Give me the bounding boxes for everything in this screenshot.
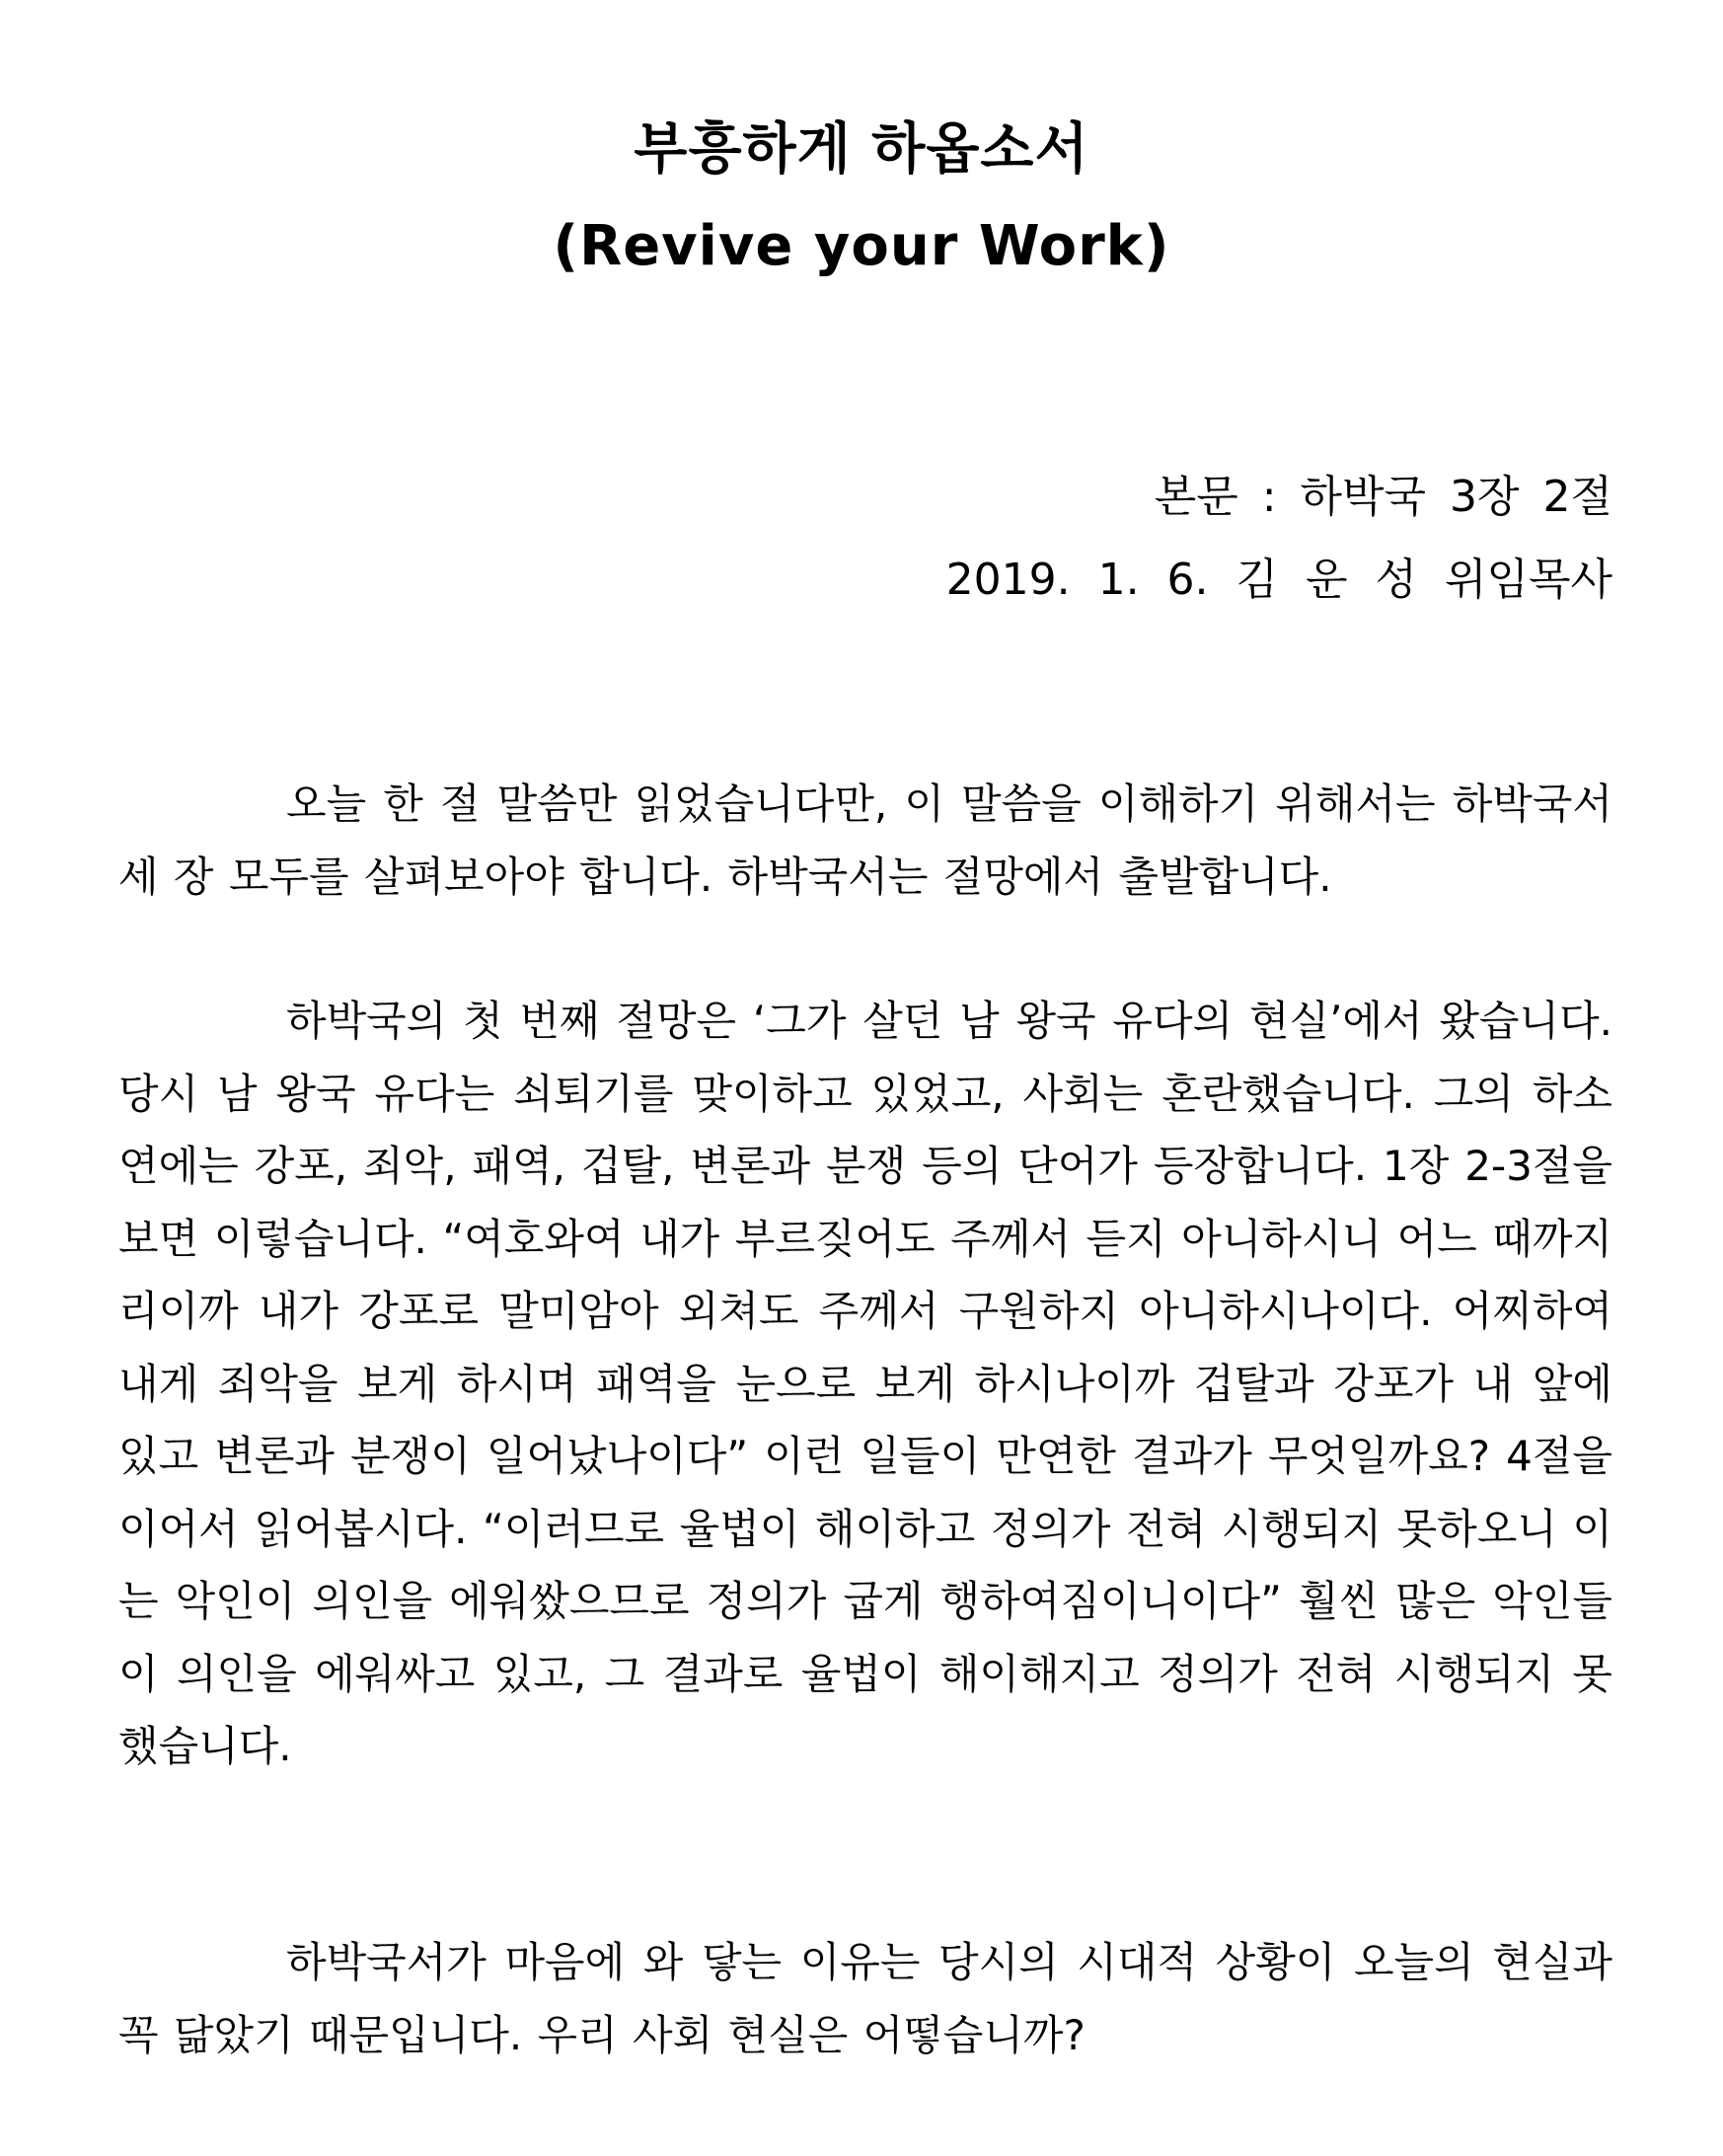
paragraph bbox=[118, 1926, 1612, 2071]
sermon-title: 부흥하게 하옵소서 bbox=[634, 117, 1089, 182]
paragraph-text: 오늘 한 절 말씀만 읽었습니다만, 이 말씀을 이해하기 위해서는 하박국서 세 장 모두를 살펴보아야 합니다. 하박국서는 절망에서 출발합니다. bbox=[118, 780, 1612, 901]
paragraph bbox=[118, 768, 1612, 913]
paragraph-text: 하박국의 첫 번째 절망은 ‘그가 살던 남 왕국 유다의 현실’에서 왔습니다. 당시 남 왕국 유다는 쇠퇴기를 맞이하고 있었고, 사회는 혼란했습니다. 그의 하소연에는 강포, 죄악, 패역, 겁탈, 변론과 분쟁 등의 단어가 등장합니다. 1장 2-3절을 보면 이렇습니다. “여호와여 내가 부르짖어도 주께서 듣지 아니하시니 어느 때까지리이까 내가 강포로 말미암아 외쳐도 주께서 구원하지 아니하시나이다. 어찌하여 내게 죄악을 보게 하시며 패역을 눈으로 보게 하시나이까 겁탈과 강포가 내 앞에 있고 변론과 분쟁이 일어났나이다” 이런 일들이 만연한 결과가 무엇일까요? 4절을 이어서 읽어봅시다. “이러므로 율법이 해이하고 정의가 전혀 시행되지 못하오니 이는 악인이 의인을 에워쌌으므로 정의가 굽게 행하여짐이니이다” 훨씬 많은 악인들이 의인을 에워싸고 있고, 그 결과로 율법이 해이해지고 정의가 전혀 시행되지 못했습니다. bbox=[118, 997, 1612, 1770]
paragraph-text: 하박국서가 마음에 와 닿는 이유는 당시의 시대적 상황이 오늘의 현실과 꼭 닮았기 때문입니다. 우리 사회 현실은 어떻습니까? bbox=[118, 1938, 1612, 2059]
sermon-subtitle: (Revive your Work) bbox=[553, 214, 1170, 278]
date-and-author: 2019. 1. 6. 김 운 성 위임목사 bbox=[945, 555, 1612, 605]
scripture-reference: 본문 : 하박국 3장 2절 bbox=[1154, 472, 1612, 522]
paragraph bbox=[118, 985, 1612, 1783]
